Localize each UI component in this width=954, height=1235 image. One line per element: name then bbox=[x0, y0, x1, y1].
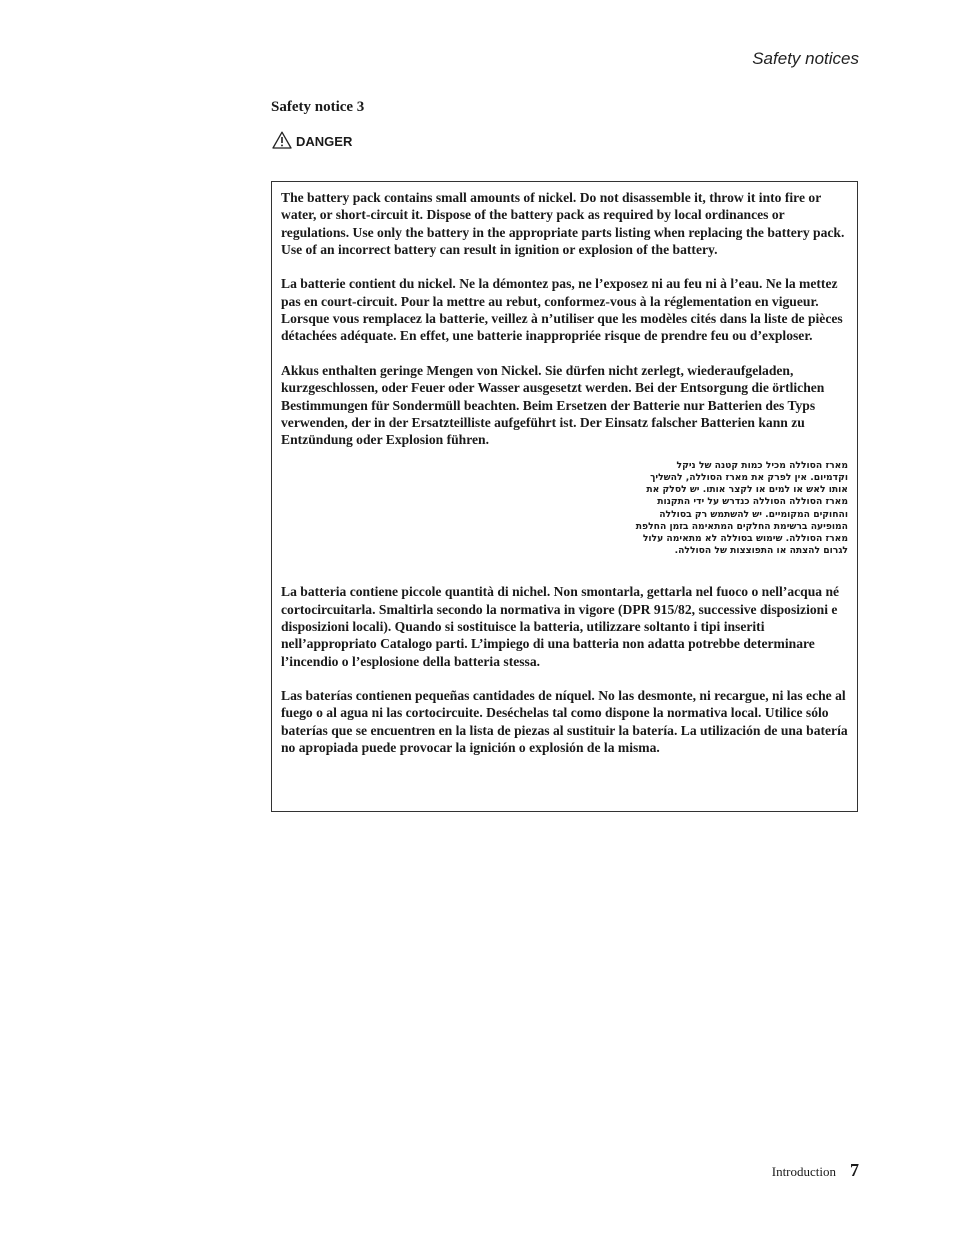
danger-notice-box bbox=[271, 181, 858, 812]
notice-text-italian: La batteria contiene piccole quantità di nichel. Non smontarla, gettarla nel fuoco o nell’acqua né cortocircuitarla. Smaltirla secondo la normativa in vigore (DPR 915/82, successive disposizioni e disposizioni locali). Quando si sostituisce la batteria, utilizzare soltanto i tipi inseriti nell’appropriato Catalogo parti. L’impiego di una batteria non adatta potrebbe determinare l’incendio o l’esplosione della batteria stessa. bbox=[281, 584, 840, 669]
hebrew-line: מארז הסוללה הסוללה כנדרש על ידי התקנות bbox=[657, 496, 848, 508]
notice-text-hebrew bbox=[281, 460, 848, 558]
hebrew-line: והחוקים המקומיים. יש להשתמש רק בסוללה bbox=[659, 508, 848, 520]
notice-text-spanish: Las baterías contienen pequeñas cantidades de níquel. No las desmonte, ni recargue, ni las eche al fuego o al agua ni las cortocircuite. Deséchelas tal como dispone la normativa local. Utilice sólo baterías que se encuentren en la lista de piezas al sustituir la batería. La utilización de una batería no apropiada puede provocar la ignición o explosión de la misma. bbox=[281, 688, 848, 756]
hebrew-line: מארז הסוללה. שימוש בסוללה לא מתאימה עלול bbox=[642, 532, 848, 544]
danger-label-row bbox=[272, 131, 352, 152]
hebrew-line: לגרום להצתה או התפוצצות של הסוללה. bbox=[674, 545, 848, 557]
hebrew-line: וקדמיום. אין לפרק את מארז הסוללה, להשליך bbox=[650, 471, 848, 483]
hebrew-line: מארז הסוללה מכיל כמות קטנה של ניקל bbox=[676, 459, 848, 471]
hebrew-line: אותו לאש או למים או לקצר אותו. יש לסלק את bbox=[646, 484, 848, 496]
page-footer bbox=[772, 1160, 859, 1181]
footer-section-name: Introduction bbox=[771, 1164, 836, 1179]
running-header-title: Safety notices bbox=[752, 49, 859, 68]
notice-text-english: The battery pack contains small amounts of nickel. Do not disassemble it, throw it into fire or water, or short-circuit it. Dispose of the battery pack as required by local ordinances or regulations. Use only the battery in the appropriate parts listing when replacing the battery pack. Use of an incorrect battery can result in ignition or explosion of the battery. bbox=[281, 190, 845, 257]
notice-heading: Safety notice 3 bbox=[271, 99, 365, 115]
notice-text-german: Akkus enthalten geringe Mengen von Nickel. Sie dürfen nicht zerlegt, wiederaufgeladen, kurzgeschlossen, oder Feuer oder Wasser ausgesetzt werden. Bei der Entsorgung die örtlichen Bestimmungen für Sondermüll beachten. Beim Ersetzen der Batterie nur Batterien des Typs verwenden, der in der Ersatzteilliste aufgeführt ist. Der Einsatz falscher Batterien kann zu Entzündung oder Explosion führen. bbox=[281, 362, 825, 448]
hebrew-line: המופיעה ברשימת החלקים המתאימה בזמן החלפת bbox=[635, 520, 848, 532]
notice-text-french: La batterie contient du nickel. Ne la démontez pas, ne l’exposez ni au feu ni à l’eau. Ne la mettez pas en court-circuit. Pour la mettre au rebut, conformez-vous à la réglementation en vigueur. Lorsque vous remplacez la batterie, veillez à n’utiliser que les modèles cités dans la liste de pièces détachées adéquate. En effet, une batterie inappropriée risque de prendre feu ou d’exploser. bbox=[281, 276, 843, 344]
page-number: 7 bbox=[850, 1160, 859, 1180]
danger-label: DANGER bbox=[296, 134, 353, 149]
warning-triangle-icon bbox=[272, 131, 296, 152]
